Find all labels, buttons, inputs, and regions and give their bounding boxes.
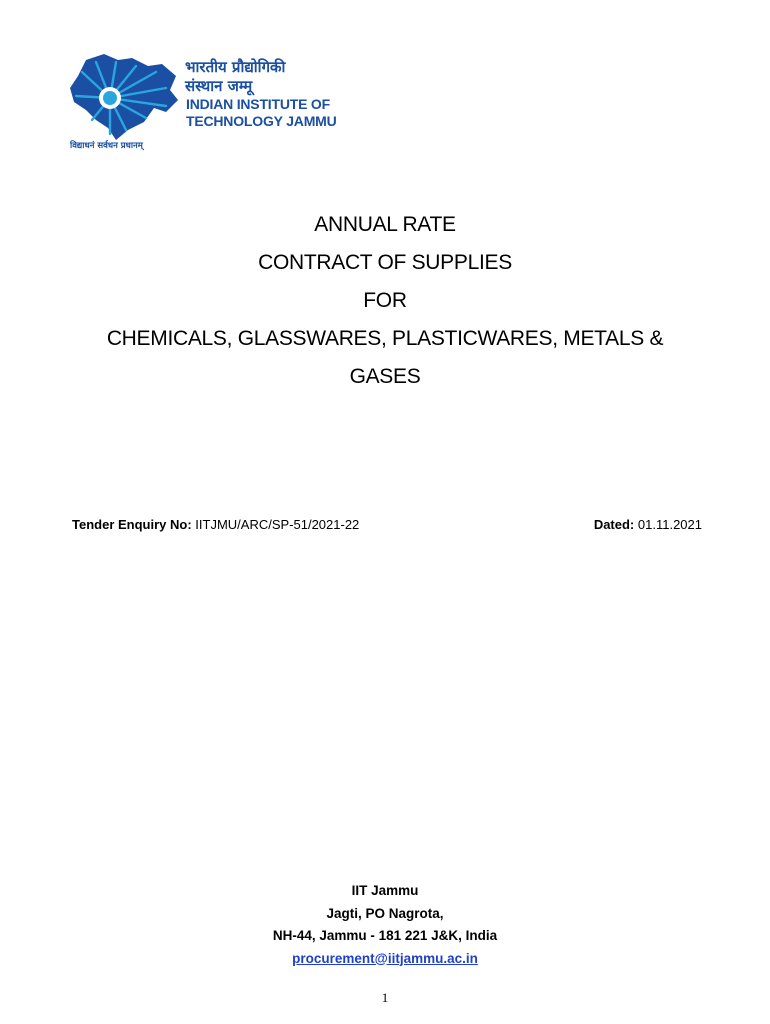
procurement-email-link[interactable]: procurement@iitjammu.ac.in <box>292 950 478 966</box>
title-line-2: CONTRACT OF SUPPLIES <box>258 251 512 274</box>
institute-address <box>0 880 770 970</box>
hindi-institute-name <box>185 58 285 96</box>
english-name-line1: INDIAN INSTITUTE OF <box>186 96 330 112</box>
institute-motto: विद्याधनं सर्वधन प्रधानम् <box>70 141 143 151</box>
address-line-2: Jagti, PO Nagrota, <box>326 905 444 921</box>
tender-date-label: Dated: <box>593 517 635 532</box>
hindi-name-line2: संस्थान जम्मू <box>185 77 253 95</box>
tender-enquiry-number: IITJMU/ARC/SP-51/2021-22 <box>195 517 360 532</box>
address-line-1: IIT Jammu <box>351 883 419 898</box>
tender-enquiry <box>72 517 359 532</box>
tender-date-value: 01.11.2021 <box>637 517 702 532</box>
title-line-3: FOR <box>363 289 407 312</box>
english-institute-name <box>186 96 337 130</box>
document-title <box>40 206 730 396</box>
iit-jammu-emblem-icon <box>66 50 181 142</box>
title-line-4: CHEMICALS, GLASSWARES, PLASTICWARES, METALS & <box>106 327 664 350</box>
tender-info-row <box>72 517 702 532</box>
tender-date <box>594 517 702 532</box>
iit-jammu-logo <box>66 50 346 160</box>
title-line-5: GASES <box>349 365 421 388</box>
english-name-line2: TECHNOLOGY JAMMU <box>186 113 337 129</box>
page-number: 1 <box>381 990 389 1005</box>
address-line-3: NH-44, Jammu - 181 221 J&K, India <box>272 928 498 943</box>
hindi-name-line1: भारतीय प्रौद्योगिकी <box>185 58 286 76</box>
title-line-1: ANNUAL RATE <box>314 213 456 236</box>
tender-enquiry-label: Tender Enquiry No: <box>72 517 192 532</box>
